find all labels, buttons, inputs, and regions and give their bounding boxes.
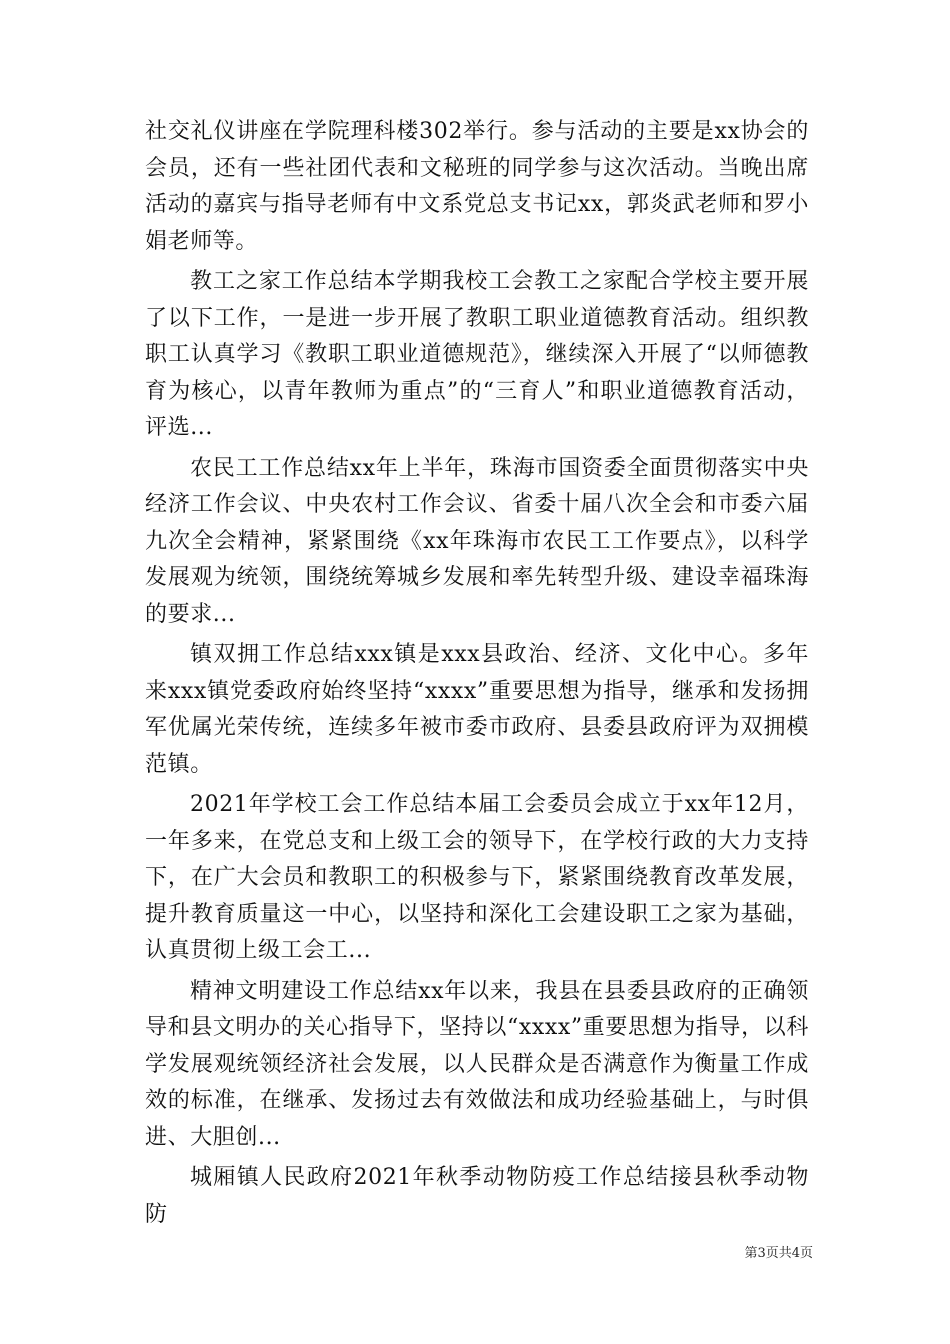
page-number: 第3页共4页 [744,1246,813,1261]
paragraph-town-double-support-summary: 镇双拥工作总结xxx镇是xxx县政治、经济、文化中心。多年来xxx镇党委政府始终坚持“xxxx”重要思想为指导，继承和发扬拥军优属光荣传统，连续多年被市委市政府、县委县政府评为双拥模范镇。 [145,642,809,777]
paragraph-continued: 社交礼仪讲座在学院理科楼302举行。参与活动的主要是xx协会的会员，还有一些社团代表和文秘班的同学参与这次活动。当晚出席活动的嘉宾与指导老师有中文系党总支书记xx，郭炎武老师和罗小娟老师等。 [145,119,809,254]
paragraph-animal-epidemic-summary: 城厢镇人民政府2021年秋季动物防疫工作总结接县秋季动物防 [145,1165,809,1227]
document-body [145,114,809,1237]
paragraph-spiritual-civilization-summary: 精神文明建设工作总结xx年以来，我县在县委县政府的正确领导和县文明办的关心指导下，坚持以“xxxx”重要思想为指导，以科学发展观统领经济社会发展，以人民群众是否满意作为衡量工作成效的标准，在继承、发扬过去有效做法和成功经验基础上，与时俱进、大胆创... [145,978,809,1150]
paragraph-migrant-worker-summary: 农民工工作总结xx年上半年，珠海市国资委全面贯彻落实中央经济工作会议、中央农村工作会议、省委十届八次全会和市委六届九次全会精神，紧紧围绕《xx年珠海市农民工工作要点》，以科学发展观为统领，围绕统筹城乡发展和率先转型升级、建设幸福珠海的要求... [145,455,809,627]
paragraph-teacher-union-summary: 教工之家工作总结本学期我校工会教工之家配合学校主要开展了以下工作，一是进一步开展了教职工职业道德教育活动。组织教职工认真学习《教职工职业道德规范》，继续深入开展了“以师德教育为核心，以青年教师为重点”的“三育人”和职业道德教育活动，评选... [145,269,809,440]
paragraph-school-union-summary: 2021年学校工会工作总结本届工会委员会成立于xx年12月，一年多来，在党总支和上级工会的领导下，在学校行政的大力支持下，在广大会员和教职工的积极参与下，紧紧围绕教育改革发展，提升教育质量这一中心，以坚持和深化工会建设职工之家为基础，认真贯彻上级工会工... [145,792,809,963]
